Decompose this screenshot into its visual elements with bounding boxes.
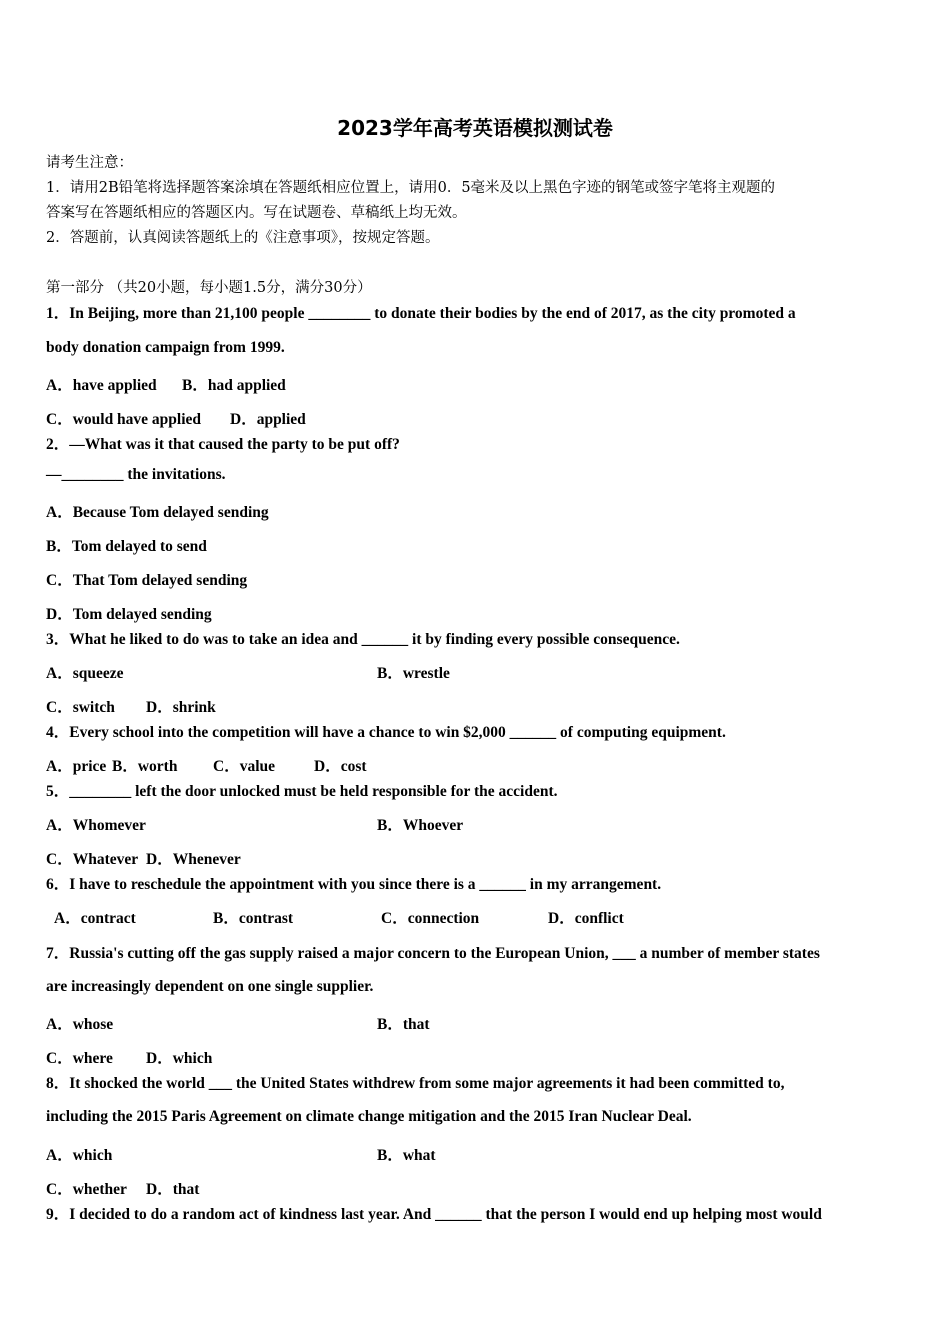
question-4-stem: 4．Every school into the competition will have a chance to win $2,000 ______ of computing equipment.	[46, 724, 726, 741]
question-8-stem-cont: including the 2015 Paris Agreement on climate change mitigation and the 2015 Iran Nuclear Deal.	[46, 1108, 692, 1125]
question-8-stem: 8．It shocked the world ___ the United States withdrew from some major agreements it had been committed to,	[46, 1075, 785, 1092]
q2-option-a: A．Because Tom delayed sending	[46, 504, 269, 521]
q6-option-a: A．contract	[54, 910, 136, 927]
q8-option-b: B．what	[377, 1147, 436, 1164]
question-1-stem: 1．In Beijing, more than 21,100 people ________ to donate their bodies by the end of 2017, as the city promoted a	[46, 305, 796, 322]
notice-line-1: 1．请用2B铅笔将选择题答案涂填在答题纸相应位置上，请用0．5毫米及以上黑色字迹的钢笔或签字笔将主观题的	[46, 180, 776, 196]
q6-option-b: B．contrast	[213, 910, 294, 927]
question-2-stem: 2．—What was it that caused the party to be put off?	[46, 436, 400, 453]
q7-option-b: B．that	[377, 1016, 430, 1033]
q4-option-d: D．cost	[314, 758, 367, 775]
question-3-stem: 3．What he liked to do was to take an idea and ______ it by finding every possible consequence.	[46, 631, 680, 648]
q3-option-c: C．switch	[46, 699, 115, 716]
q7-option-d: D．which	[146, 1050, 213, 1067]
question-2-stem-cont: —________ the invitations.	[46, 466, 226, 483]
question-5-stem: 5．________ left the door unlocked must be held responsible for the accident.	[46, 783, 558, 800]
q3-option-d: D．shrink	[146, 699, 216, 716]
notice-heading: 请考生注意：	[46, 155, 133, 171]
q5-option-d: D．Whenever	[146, 851, 241, 868]
question-7-stem-cont: are increasingly dependent on one single supplier.	[46, 978, 374, 995]
notice-line-3: 2．答题前，认真阅读答题纸上的《注意事项》，按规定答题。	[46, 230, 440, 246]
q8-option-c: C．whether	[46, 1181, 127, 1198]
q1-option-a: A．have applied	[46, 377, 157, 394]
q2-option-c: C．That Tom delayed sending	[46, 572, 248, 589]
q4-option-b: B．worth	[112, 758, 178, 775]
q1-option-c: C．would have applied	[46, 411, 202, 428]
q6-option-d: D．conflict	[548, 910, 624, 927]
q7-option-a: A．whose	[46, 1016, 114, 1033]
q6-option-c: C．connection	[381, 910, 480, 927]
question-1-stem-cont: body donation campaign from 1999.	[46, 339, 285, 356]
notice-line-2: 答案写在答题纸相应的答题区内。写在试题卷、草稿纸上均无效。	[46, 205, 467, 221]
question-7-stem: 7．Russia's cutting off the gas supply raised a major concern to the European Union, ___ a number of member states	[46, 945, 820, 962]
section-heading: 第一部分 （共20小题，每小题1.5分，满分30分）	[46, 280, 372, 296]
q8-option-d: D．that	[146, 1181, 200, 1198]
q5-option-b: B．Whoever	[377, 817, 464, 834]
q5-option-c: C．Whatever	[46, 851, 139, 868]
q7-option-c: C．where	[46, 1050, 113, 1067]
q4-option-a: A．price	[46, 758, 107, 775]
q3-option-b: B．wrestle	[377, 665, 450, 682]
q3-option-a: A．squeeze	[46, 665, 124, 682]
q8-option-a: A．which	[46, 1147, 113, 1164]
page-title: 2023学年高考英语模拟测试卷	[337, 116, 613, 140]
q4-option-c: C．value	[213, 758, 276, 775]
q2-option-b: B．Tom delayed to send	[46, 538, 207, 555]
q2-option-d: D．Tom delayed sending	[46, 606, 212, 623]
question-6-stem: 6．I have to reschedule the appointment with you since there is a ______ in my arrangement.	[46, 876, 662, 893]
q1-option-b: B．had applied	[182, 377, 286, 394]
q5-option-a: A．Whomever	[46, 817, 146, 834]
q1-option-d: D．applied	[230, 411, 306, 428]
question-9-stem: 9．I decided to do a random act of kindness last year. And ______ that the person I would end up helping most would	[46, 1206, 822, 1223]
